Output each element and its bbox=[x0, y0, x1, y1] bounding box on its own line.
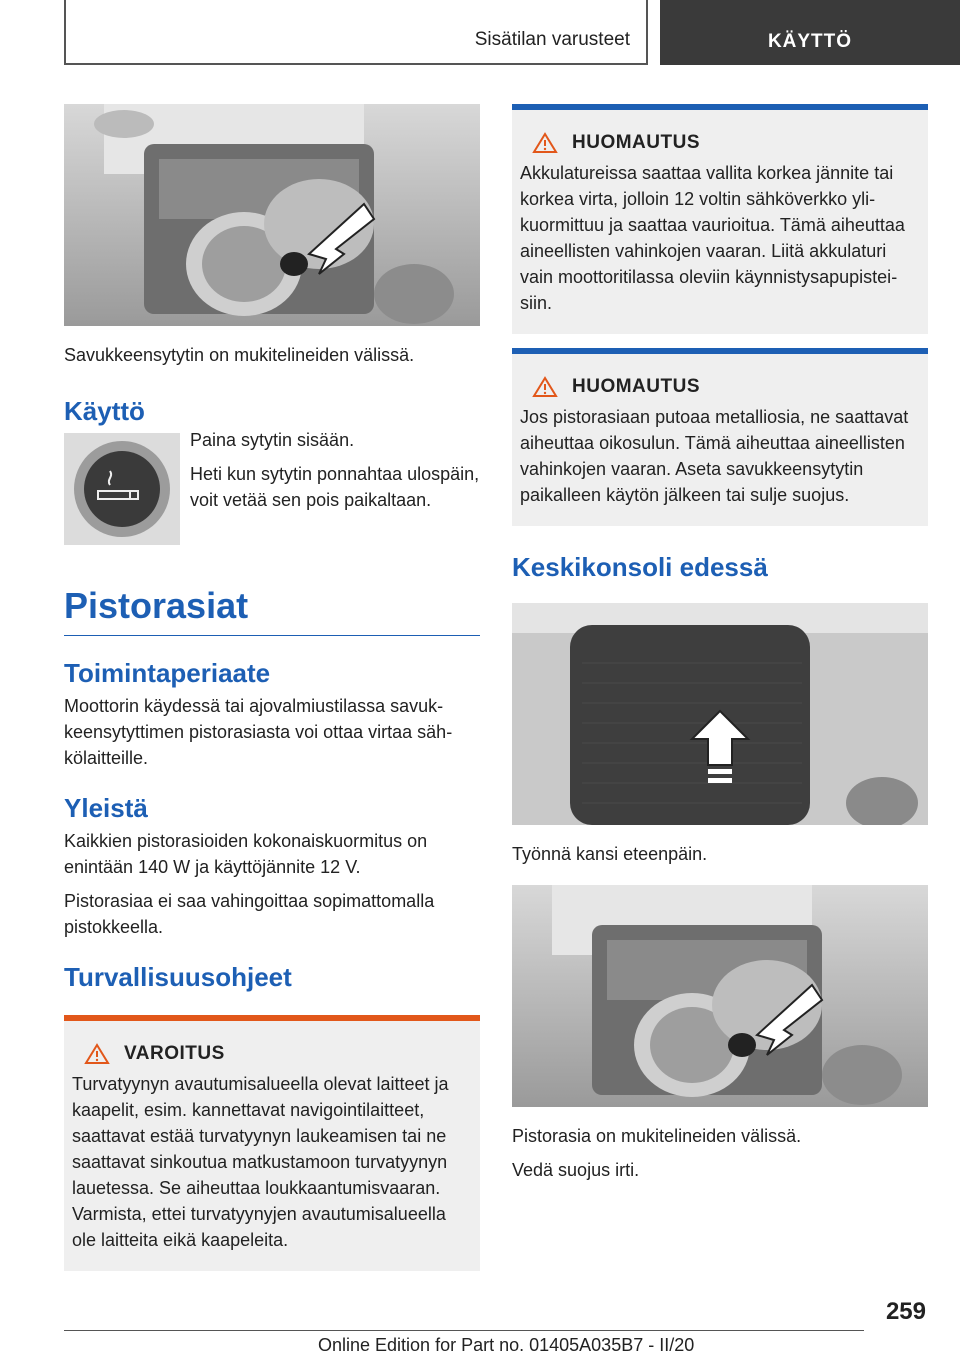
heading-turvallisuusohjeet: Turvallisuusohjeet bbox=[64, 962, 292, 992]
heading-toimintaperiaate: Toimintaperiaate bbox=[64, 658, 271, 688]
heading-keskikonsoli: Keskikonsoli edessä bbox=[512, 552, 768, 582]
yleista-text-2: Pistorasiaa ei saa vahingoittaa sopimattomalla pistokkeella. bbox=[64, 891, 435, 937]
heading-rule bbox=[64, 635, 480, 636]
right-column bbox=[512, 104, 928, 1183]
yleista-text-1: Kaikkien pistorasioiden kokonaiskuormitus on enintään 140 W ja käyttöjännite 12 V. bbox=[64, 831, 428, 877]
notice-1-text: Akkulatureissa saattaa vallita korkea jännite tai korkea virta, jolloin 12 voltin sähköverkko ylikuormittuu ja saattaa vaurioitua. Tämä aiheuttaa aineellisten vahinkojen vaaran. Liitä akkulaturi vain moottoritilassa oleviin käynnistysapupisteisiin. bbox=[520, 163, 905, 313]
page-header bbox=[64, 0, 960, 65]
page-number: 259 bbox=[885, 1298, 926, 1325]
caption-remove-cover: Vedä suojus irti. bbox=[512, 1160, 640, 1180]
lighter-button-image bbox=[64, 433, 180, 545]
notice-2-text: Jos pistorasiaan putoaa metalliosia, ne saattavat aiheuttaa oikosulun. Tämä aiheuttaa aineellisten vahinkojen vaaran. Aseta savukkeensytytin paikalleen käytön jälkeen tai sulje suojus. bbox=[520, 407, 909, 505]
cigarette-lighter-icon bbox=[64, 433, 180, 545]
header-chapter-tab bbox=[660, 0, 960, 65]
photo-console-cover bbox=[512, 603, 928, 825]
caption-socket: Pistorasia on mukitelineiden välissä. bbox=[512, 1126, 802, 1146]
heading-pistorasiat: Pistorasiat bbox=[64, 585, 249, 626]
notice-2-title: HUOMAUTUS bbox=[572, 376, 700, 397]
warning-triangle-icon bbox=[532, 132, 558, 154]
warning-text: Turvatyynyn avautumisalueella olevat laitteet ja kaapelit, esim. kannettavat navigointilaitteet, saattavat estää turvatyynyn laukeamisen tai ne saattavat sinkoutua matkustamoon turvatyynyn lauetessa. Se aiheuttaa loukkaantumisvaaran. Varmista, ettei turvatyynyjen avautumisalueella ole laitteita eikä kaapeleita. bbox=[72, 1074, 449, 1250]
caption-console: Työnnä kansi eteenpäin. bbox=[512, 844, 708, 864]
notice-1-title: HUOMAUTUS bbox=[572, 132, 700, 153]
warning-title: VAROITUS bbox=[124, 1043, 225, 1064]
notice-box-2 bbox=[512, 348, 928, 526]
kaytto-step-1: Paina sytytin sisään. bbox=[190, 430, 355, 450]
warning-triangle-icon bbox=[84, 1043, 110, 1065]
heading-kaytto: Käyttö bbox=[64, 396, 145, 426]
photo-socket-cupholder bbox=[512, 885, 928, 1107]
footer-rule bbox=[64, 1330, 864, 1331]
footer-edition: Online Edition for Part no. 01405A035B7 - II/20 bbox=[318, 1335, 695, 1355]
warning-triangle-icon bbox=[532, 376, 558, 398]
header-chapter-label: KÄYTTÖ bbox=[767, 31, 853, 52]
kaytto-step-2: Heti kun sytytin ponnahtaa ulospäin, voit vetää sen pois paikaltaan. bbox=[190, 464, 480, 510]
left-column bbox=[64, 104, 480, 1271]
header-frame bbox=[64, 0, 648, 65]
notice-box-1 bbox=[512, 104, 928, 334]
photo-caption: Savukkeensytytin on mukitelineiden välissä. bbox=[64, 345, 415, 365]
photo-cupholder-lighter bbox=[64, 104, 480, 326]
heading-yleista: Yleistä bbox=[64, 793, 148, 823]
warning-box bbox=[64, 1015, 480, 1271]
header-section-title: Sisätilan varusteet bbox=[474, 29, 630, 50]
toimintaperiaate-text: Moottorin käydessä tai ajovalmiustilassa savukkeensytyttimen pistorasiasta voi ottaa virtaa sähkölaitteille. bbox=[64, 696, 453, 768]
lighter-usage-block bbox=[64, 430, 480, 545]
